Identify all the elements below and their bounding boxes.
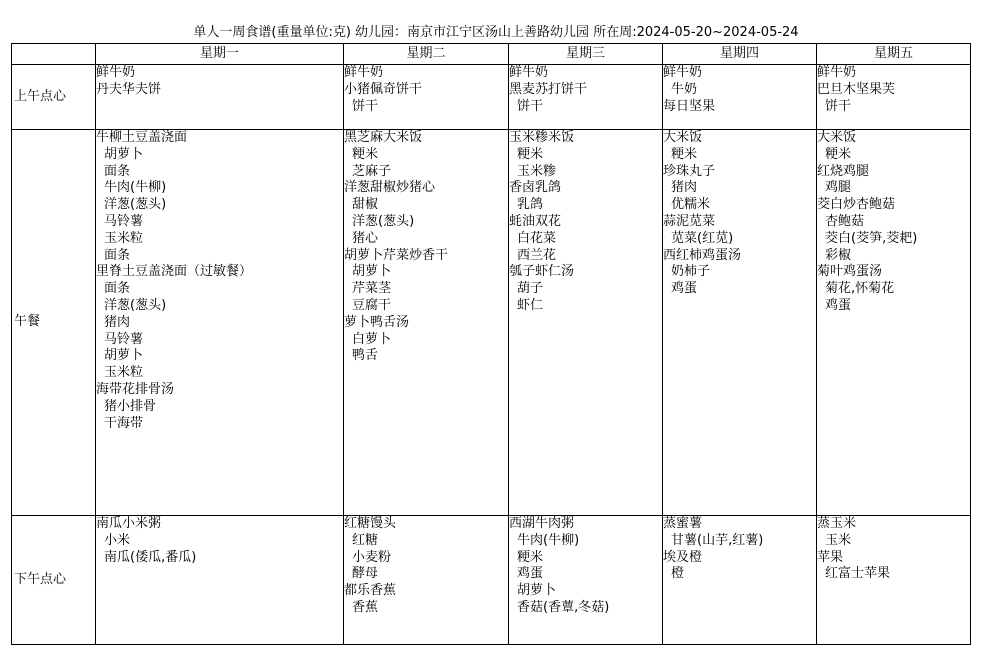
dish-name: 丹夫华夫饼 bbox=[96, 81, 162, 97]
menu-cell bbox=[663, 130, 817, 516]
ingredient-item: 牛肉(牛柳) bbox=[104, 180, 167, 196]
dish-name: 蒸玉米 bbox=[817, 516, 857, 531]
dish-name: 都乐香蕉 bbox=[344, 583, 397, 599]
ingredient-item: 胡萝卜 bbox=[104, 348, 144, 364]
day-header: 星期三 bbox=[509, 44, 663, 65]
ingredient-item: 小麦粉 bbox=[352, 549, 392, 565]
ingredient-item: 胡萝卜 bbox=[104, 146, 144, 162]
ingredient-item: 酵母 bbox=[352, 566, 379, 582]
ingredient-item: 牛奶 bbox=[671, 81, 698, 97]
dish-name: 西湖牛肉粥 bbox=[509, 516, 575, 531]
menu-cell bbox=[96, 516, 344, 645]
meal-row bbox=[12, 516, 971, 645]
ingredient-item: 饼干 bbox=[825, 98, 852, 114]
ingredient-item: 粳米 bbox=[671, 146, 698, 162]
ingredient-item: 香蕉 bbox=[352, 599, 379, 615]
ingredient-item: 玉米 bbox=[825, 532, 852, 548]
header-corner-cell bbox=[12, 44, 96, 65]
ingredient-item: 马铃薯 bbox=[104, 213, 144, 229]
ingredient-item: 胡萝卜 bbox=[352, 264, 392, 280]
ingredient-item: 马铃薯 bbox=[104, 331, 144, 347]
ingredient-item: 葫子 bbox=[517, 281, 544, 297]
menu-cell bbox=[509, 130, 663, 516]
ingredient-item: 芝麻子 bbox=[352, 163, 392, 179]
menu-cell bbox=[509, 65, 663, 130]
menu-cell bbox=[817, 130, 971, 516]
ingredient-item: 洋葱(葱头) bbox=[104, 197, 167, 213]
ingredient-item: 鸡蛋 bbox=[671, 281, 698, 297]
ingredient-item: 芹菜茎 bbox=[352, 281, 392, 297]
menu-cell bbox=[663, 516, 817, 645]
ingredient-item: 猪肉 bbox=[104, 314, 131, 330]
meal-label: 上午点心 bbox=[12, 65, 96, 130]
ingredient-item: 甜椒 bbox=[352, 197, 379, 213]
dish-name: 红糖馒头 bbox=[344, 516, 397, 531]
dish-name: 玉米糁米饭 bbox=[509, 130, 575, 145]
ingredient-item: 小米 bbox=[104, 532, 131, 548]
ingredient-item: 南瓜(倭瓜,番瓜) bbox=[104, 549, 197, 565]
ingredient-item: 牛肉(牛柳) bbox=[517, 532, 580, 548]
dish-name: 鲜牛奶 bbox=[96, 65, 136, 80]
ingredient-item: 甘薯(山芋,红薯) bbox=[671, 532, 764, 548]
ingredient-item: 面条 bbox=[104, 247, 131, 263]
menu-cell bbox=[344, 65, 509, 130]
ingredient-item: 茭白(茭笋,茭耙) bbox=[825, 230, 918, 246]
menu-cell bbox=[344, 516, 509, 645]
ingredient-item: 玉米糁 bbox=[517, 163, 557, 179]
menu-cell bbox=[509, 516, 663, 645]
dish-name: 每日坚果 bbox=[663, 98, 716, 114]
dish-name: 里脊土豆盖浇面（过敏餐） bbox=[96, 264, 253, 280]
dish-name: 蚝油双花 bbox=[509, 213, 562, 229]
dish-name: 香卤乳鸽 bbox=[509, 180, 562, 196]
day-header: 星期五 bbox=[817, 44, 971, 65]
ingredient-item: 面条 bbox=[104, 163, 131, 179]
dish-name: 鲜牛奶 bbox=[509, 65, 549, 80]
ingredient-item: 洋葱(葱头) bbox=[104, 297, 167, 313]
menu-cell bbox=[817, 516, 971, 645]
ingredient-item: 香菇(香蕈,冬菇) bbox=[517, 599, 610, 615]
dish-name: 巴旦木坚果芙 bbox=[817, 81, 896, 97]
dish-name: 蒜泥苋菜 bbox=[663, 213, 716, 229]
dish-name: 菊叶鸡蛋汤 bbox=[817, 264, 883, 280]
dish-name: 大米饭 bbox=[663, 130, 703, 145]
ingredient-item: 粳米 bbox=[825, 146, 852, 162]
dish-name: 牛柳土豆盖浇面 bbox=[96, 130, 188, 145]
dish-name: 西红柿鸡蛋汤 bbox=[663, 247, 742, 263]
meal-row bbox=[12, 130, 971, 516]
ingredient-item: 胡萝卜 bbox=[517, 583, 557, 599]
ingredient-item: 豆腐干 bbox=[352, 297, 392, 313]
ingredient-item: 面条 bbox=[104, 281, 131, 297]
header-row bbox=[12, 44, 971, 65]
day-header: 星期二 bbox=[344, 44, 509, 65]
dish-name: 小猪佩奇饼干 bbox=[344, 81, 423, 97]
ingredient-item: 白萝卜 bbox=[352, 331, 392, 347]
day-header: 星期一 bbox=[96, 44, 344, 65]
ingredient-item: 饼干 bbox=[517, 98, 544, 114]
ingredient-item: 西兰花 bbox=[517, 247, 557, 263]
ingredient-item: 苋菜(红苋) bbox=[671, 230, 734, 246]
dish-name: 胡萝卜芹菜炒香干 bbox=[344, 247, 449, 263]
menu-cell bbox=[817, 65, 971, 130]
ingredient-item: 玉米粒 bbox=[104, 365, 144, 381]
dish-name: 苹果 bbox=[817, 549, 844, 565]
ingredient-item: 奶柿子 bbox=[671, 264, 711, 280]
dish-name: 黑芝麻大米饭 bbox=[344, 130, 423, 145]
dish-name: 埃及橙 bbox=[663, 549, 703, 565]
meal-row bbox=[12, 65, 971, 130]
ingredient-item: 鸡蛋 bbox=[517, 566, 544, 582]
ingredient-item: 猪肉 bbox=[671, 180, 698, 196]
ingredient-item: 粳米 bbox=[517, 549, 544, 565]
ingredient-item: 红富士苹果 bbox=[825, 566, 891, 582]
dish-name: 鲜牛奶 bbox=[663, 65, 703, 80]
ingredient-item: 菊花,怀菊花 bbox=[825, 281, 895, 297]
meal-label: 午餐 bbox=[12, 130, 96, 516]
menu-title: 单人一周食谱(重量单位:克) 幼儿园：南京市江宁区汤山上善路幼儿园 所在周:2024-05-20~2024-05-24 bbox=[193, 25, 799, 40]
dish-name: 黑麦苏打饼干 bbox=[509, 81, 588, 97]
menu-cell bbox=[96, 130, 344, 516]
ingredient-item: 鸡蛋 bbox=[825, 297, 852, 313]
menu-cell bbox=[96, 65, 344, 130]
ingredient-item: 粳米 bbox=[352, 146, 379, 162]
dish-name: 洋葱甜椒炒猪心 bbox=[344, 180, 436, 196]
ingredient-item: 红糖 bbox=[352, 532, 379, 548]
menu-cell bbox=[344, 130, 509, 516]
ingredient-item: 白花菜 bbox=[517, 230, 557, 246]
dish-name: 茭白炒杏鲍菇 bbox=[817, 197, 896, 213]
dish-name: 鲜牛奶 bbox=[344, 65, 384, 80]
dish-name: 蒸蜜薯 bbox=[663, 516, 703, 531]
weekly-menu-table bbox=[11, 43, 971, 645]
ingredient-item: 干海带 bbox=[104, 415, 144, 431]
ingredient-item: 猪小排骨 bbox=[104, 398, 157, 414]
dish-name: 海带花排骨汤 bbox=[96, 381, 175, 397]
dish-name: 红烧鸡腿 bbox=[817, 163, 870, 179]
ingredient-item: 饼干 bbox=[352, 98, 379, 114]
ingredient-item: 彩椒 bbox=[825, 247, 852, 263]
ingredient-item: 玉米粒 bbox=[104, 230, 144, 246]
ingredient-item: 橙 bbox=[671, 566, 685, 582]
dish-name: 鲜牛奶 bbox=[817, 65, 857, 80]
dish-name: 大米饭 bbox=[817, 130, 857, 145]
dish-name: 珍珠丸子 bbox=[663, 163, 716, 179]
dish-name: 瓠子虾仁汤 bbox=[509, 264, 575, 280]
day-header: 星期四 bbox=[663, 44, 817, 65]
menu-cell bbox=[663, 65, 817, 130]
ingredient-item: 乳鸽 bbox=[517, 197, 544, 213]
ingredient-item: 杏鲍菇 bbox=[825, 213, 865, 229]
ingredient-item: 虾仁 bbox=[517, 297, 544, 313]
ingredient-item: 优糯米 bbox=[671, 197, 711, 213]
ingredient-item: 鸡腿 bbox=[825, 180, 852, 196]
dish-name: 南瓜小米粥 bbox=[96, 516, 162, 531]
meal-label: 下午点心 bbox=[12, 516, 96, 645]
ingredient-item: 洋葱(葱头) bbox=[352, 213, 415, 229]
ingredient-item: 粳米 bbox=[517, 146, 544, 162]
ingredient-item: 猪心 bbox=[352, 230, 379, 246]
dish-name: 萝卜鸭舌汤 bbox=[344, 314, 410, 330]
ingredient-item: 鸭舌 bbox=[352, 348, 379, 364]
